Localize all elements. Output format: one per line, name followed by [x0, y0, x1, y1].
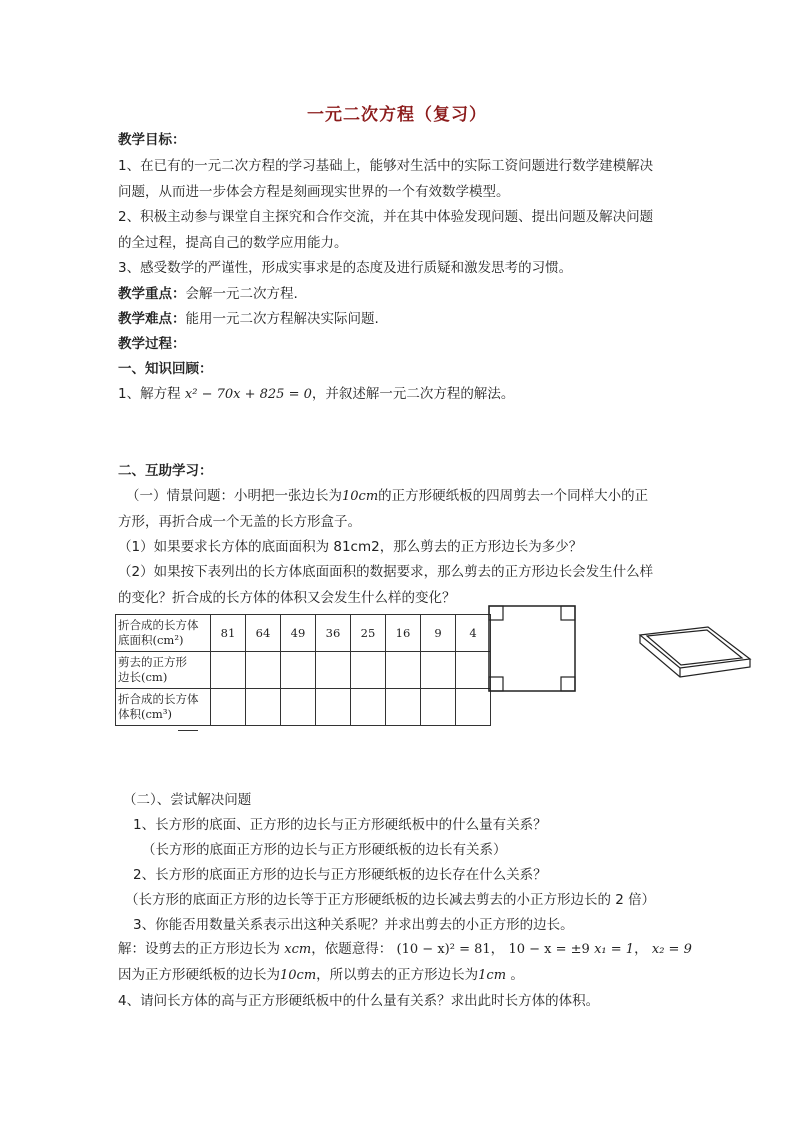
empty-cell: [316, 689, 351, 726]
area-cell: 64: [246, 615, 281, 652]
empty-cell: [456, 689, 491, 726]
corner-cut-bottom-right: [561, 677, 575, 691]
solution-2-answer: 1cm: [478, 968, 507, 983]
question-1: （1）如果要求长方体的底面面积为 81cm2，那么剪去的正方形边长为多少？: [118, 539, 583, 555]
goal-3: 3、感受数学的严谨性，形成实事求是的态度及进行质疑和激发思考的习惯。: [118, 260, 573, 276]
solution-text-a: 解：设剪去的正方形边长为: [118, 941, 280, 957]
mutual-heading: 二、互助学习：: [118, 463, 213, 479]
area-cell: 4: [456, 615, 491, 652]
attempt-heading: （二）、尝试解决问题: [123, 792, 252, 808]
goal-2-line-2: 的全过程，提高自己的数学应用能力。: [118, 235, 348, 251]
box-inner-rim: [647, 630, 742, 665]
attempt-question-2: 2、长方形的底面正方形的边长与正方形硬纸板的边长存在什么关系？: [133, 867, 547, 883]
review-q1-suffix: ，并叙述解一元二次方程的解法。: [311, 386, 515, 402]
scene-text-a: （一）情景问题：小明把一张边长为: [126, 488, 342, 504]
page-title: 一元二次方程（复习）: [307, 105, 487, 125]
goal-1-line-1: 1、在已有的一元二次方程的学习基础上，能够对生活中的实际工资问题进行数学建模解决: [118, 158, 654, 174]
empty-cell: [211, 652, 246, 689]
box-top-rim: [640, 627, 750, 668]
goal-1-line-2: 问题，从而进一步体会方程是刻画现实世界的一个有效数学模型。: [118, 184, 510, 200]
attempt-answer-2: （长方形的底面正方形的边长等于正方形硬纸板的边长减去剪去的小正方形边长的 2 倍）: [125, 892, 656, 908]
solution-root-2: x₂ = 9: [651, 942, 692, 957]
empty-cell: [316, 652, 351, 689]
empty-cell: [246, 689, 281, 726]
review-question-1: [118, 382, 514, 402]
teaching-focus-label: 教学重点：: [118, 286, 186, 302]
solution-2-text-b: ，所以剪去的正方形边长为: [316, 967, 479, 983]
teaching-difficulty: [118, 307, 379, 327]
question-2-line-2: 的变化？折合成的长方体的体积又会发生什么样的变化？: [118, 590, 456, 606]
attempt-question-1: 1、长方形的底面、正方形的边长与正方形硬纸板中的什么量有关系？: [133, 817, 547, 833]
area-cell: 49: [281, 615, 316, 652]
area-cell: 25: [351, 615, 386, 652]
scene-text-b: 的正方形硬纸板的四周剪去一个同样大小的正: [378, 488, 649, 504]
empty-cell: [281, 652, 316, 689]
scene-line-2: 方形，再折合成一个无盖的长方形盒子。: [118, 514, 361, 530]
corner-cut-top-right: [561, 606, 575, 620]
solution-text-b: ，依题意得：: [311, 941, 393, 957]
review-heading: 一、知识回顾：: [118, 361, 213, 377]
area-cell: 9: [421, 615, 456, 652]
teaching-difficulty-label: 教学难点：: [118, 311, 186, 327]
area-cell: 36: [316, 615, 351, 652]
review-q1-prefix: 1、解方程: [118, 386, 181, 402]
solution-2-text-a: 因为正方形硬纸板的边长为: [118, 967, 280, 983]
corner-cut-top-left: [489, 606, 503, 620]
empty-cell: [386, 652, 421, 689]
attempt-question-3: 3、你能否用数量关系表示出这种关系呢？并求出剪去的小正方形的边长。: [133, 917, 574, 933]
table-mark: [178, 730, 198, 731]
teaching-difficulty-text: 能用一元二次方程解决实际问题.: [185, 311, 379, 327]
empty-cell: [386, 689, 421, 726]
solution-2-end: 。: [510, 967, 524, 983]
empty-cell: [246, 652, 281, 689]
cardboard-square-figure: [488, 605, 578, 693]
teaching-focus: [118, 282, 298, 302]
row-label-volume: 折合成的长方体 体积(cm³): [116, 689, 211, 726]
solution-2-length: 10cm: [280, 968, 317, 983]
solution-root-1: x₁ = 1: [594, 942, 635, 957]
row-label-base-area: 折合成的长方体 底面积(cm²): [116, 615, 211, 652]
corner-cut-bottom-left: [489, 677, 503, 691]
empty-cell: [281, 689, 316, 726]
scene-line-1: [126, 484, 648, 504]
empty-cell: [421, 652, 456, 689]
teaching-focus-text: 会解一元二次方程.: [185, 286, 298, 302]
row-label-cut-side: 剪去的正方形 边长(cm): [116, 652, 211, 689]
solution-equation-1: (10 − x)² = 81: [396, 942, 491, 957]
goals-heading: 教学目标：: [118, 132, 186, 148]
solution-equation-2: 10 − x = ±9: [508, 942, 590, 957]
scene-length: 10cm: [342, 489, 379, 504]
attempt-answer-1: （长方形的底面正方形的边长与正方形硬纸板的边长有关系）: [142, 842, 507, 858]
review-q1-equation: x² − 70x + 825 = 0: [184, 387, 312, 402]
empty-cell: [351, 652, 386, 689]
open-box-figure: [638, 625, 754, 683]
empty-cell: [351, 689, 386, 726]
table-row-volume: [116, 689, 491, 726]
area-cell: 16: [386, 615, 421, 652]
square-outline: [489, 606, 575, 691]
solution-line-1: 解：设剪去的正方形边长为 xcm，依题意得： (10 − x)² = 81， 10 − x = ±9 x₁ = 1， x₂ = 9: [118, 941, 692, 957]
solution-line-2: [118, 963, 524, 983]
empty-cell: [211, 689, 246, 726]
area-cell: 81: [211, 615, 246, 652]
solution-variable: xcm: [284, 942, 312, 957]
table-row-base-area: [116, 615, 491, 652]
attempt-question-4: 4、请问长方体的高与正方形硬纸板中的什么量有关系？求出此时长方体的体积。: [118, 993, 600, 1009]
question-2-line-1: （2）如果按下表列出的长方体底面面积的数据要求，那么剪去的正方形边长会发生什么样: [118, 564, 654, 580]
data-table: [115, 614, 491, 726]
goal-2-line-1: 2、积极主动参与课堂自主探究和合作交流，并在其中体验发现问题、提出问题及解决问题: [118, 209, 654, 225]
box-sides: [640, 635, 750, 677]
process-heading: 教学过程：: [118, 336, 186, 352]
table-row-cut-side: [116, 652, 491, 689]
empty-cell: [456, 652, 491, 689]
empty-cell: [421, 689, 456, 726]
